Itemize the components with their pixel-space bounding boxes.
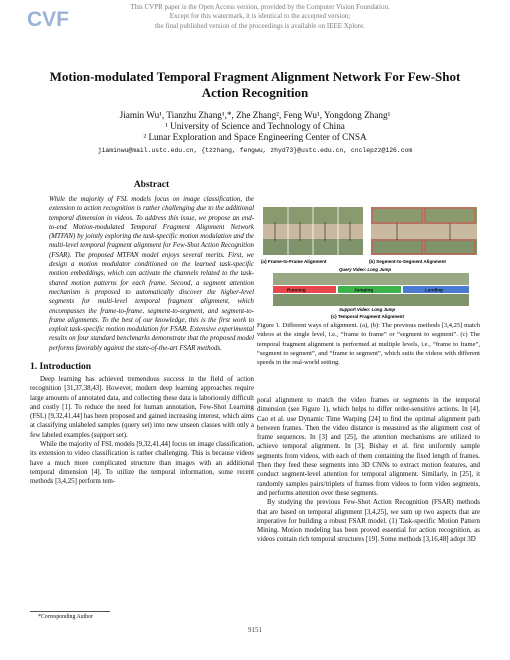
affiliation-1: ¹ University of Science and Technology of China bbox=[165, 121, 345, 131]
panel-b-frames bbox=[371, 207, 477, 255]
banner-line: the final published version of the proceedings is available on IEEE Xplore. bbox=[155, 21, 365, 30]
cvf-logo bbox=[26, 6, 78, 30]
segment-running-label: Running bbox=[287, 287, 306, 293]
banner-line: This CVPR paper is the Open Access version, provided by the Computer Vision Foundation. bbox=[130, 3, 390, 11]
abstract-text: While the majority of FSL models focus on image classification, the extension to action recognition is rather challenging due to the additional temporal dimension in videos. To address this issue, we propose an end-to-end Motion-modulated Temporal Fragment Alignment Network (MTFAN) by jointly exploring the task-specific motion modulation and the multi-level temporal fragment alignment for Few-Shot Action Recognition (FSAR). The proposed MTFAN model enjoys several merits. First, we design a motion modulator conditioned on the learned task-specific motion embeddings, which can activate the channels related to the task-shared motion patterns for each frame. Second, a segment attention mechanism is proposed to automatically discover the higher-level segments for multi-level temporal fragment alignment, which encompasses the frame-to-frame, segment-to-segment, and segment-to-frame alignments. To the best of our knowledge, this is the first work to exploit task-specific motion modulation for FSAR. Extensive experimental results on four standard benchmarks demonstrate that the proposed model performs favorably against the state-of-the-art FSAR methods. bbox=[49, 196, 254, 352]
body-paragraph: poral alignment to match the video frames or segments in the temporal dimension (see Figure 1), which helps to differ order-sensitive actions. In [4], Cao et al. use Dynamic Time Warping [24] to find the optimal alignment path between frames. Then the video distance is measured as the alignment cost of frame sequences. In [3] and [25], the attention mechanisms are utilized to achieve temporal alignment. In [3], Bishay et al. first uniformly sample segments from videos, with each of them containing the fixed length of frames. Then they feed these segments into 3D CNNs to extract motion features, and conduct segment-level attention for temporal alignment. Similarly, in [25], it randomly samples pairs/triplets of frames from videos to form video segments, and performs attention over these segments. bbox=[257, 397, 480, 497]
intro-paragraph: While the majority of FSL models [9,32,41,44] focus on image classification, its extension to video classification is rather challenging. This is because videos have a much more complicated structure than images with an additional temporal dimension [4]. To utilize the temporal information, some recent methods [3,4,25] perform tem- bbox=[30, 441, 254, 486]
intro-paragraph: Deep learning has achieved tremendous success in the field of action recognition [31,37,38,43]. However, modern deep learning approaches require large amounts of annotated data, and collecting these data is laboriously difficult and costly [1]. To reduce the need for human annotation, Few-Shot Learning (FSL) [9,32,41,44] has been proposed and gained increasing interest, which aims at classifying unlabeled samples (query set) into new unseen classes with only a few labeled examples (support set). bbox=[30, 376, 254, 439]
page-number: 9151 bbox=[248, 626, 262, 634]
author-list: Jiamin Wu¹, Tianzhu Zhang¹,*, Zhe Zhang², Feng Wu¹, Yongdong Zhang¹ bbox=[119, 110, 391, 120]
body-paragraph: By studying the previous Few-Shot Action Recognition (FSAR) methods that are based on temporal alignment [3,4,25], we sum up two aspects that are imperative for building a robust FSAR model. (1) Task-specific Motion Pattern Mining. Motion modeling has been proved essential for action recognition, as videos contain rich temporal structures [19]. Some methods [3,16,48] adopt 3D bbox=[257, 499, 480, 544]
abstract-heading: Abstract bbox=[133, 180, 170, 190]
title-line: Motion-modulated Temporal Fragment Alignment Network For Few-Shot bbox=[49, 69, 461, 84]
panel-a-label: (a) Frame-to-Frame Alignment bbox=[261, 259, 327, 264]
title-line: Action Recognition bbox=[201, 85, 309, 100]
footnote-rule bbox=[30, 611, 110, 612]
figure-1 bbox=[259, 205, 479, 320]
segment-landing-label: Landing bbox=[425, 287, 443, 293]
open-access-banner bbox=[110, 3, 410, 31]
banner-line: Except for this watermark, it is identical to the accepted version; bbox=[169, 12, 351, 21]
figure-1-caption: Figure 1. Different ways of alignment. (a), (b): The previous methods [3,4,25] match videos at the single level, i.e., “frame to frame” or “segment to segment”. (c) The temporal fragment alignment is performed at multiple levels, i.e., “frame to frame”, “segment to segment”, and “frame to segment”, which suits the videos with different speeds in the real-world setting. bbox=[257, 322, 480, 367]
author-emails: jiaminwu@mail.ustc.edu.cn, {tzzhang, fengwu, zhyd73}@ustc.edu.cn, cnclepzz@126.com bbox=[97, 147, 413, 154]
panel-a-frames bbox=[263, 207, 363, 255]
segment-jumping-label: Jumping bbox=[354, 287, 374, 293]
svg-text:CVF: CVF bbox=[27, 8, 69, 30]
intro-text bbox=[30, 375, 254, 487]
paper-title bbox=[30, 69, 480, 101]
query-video-label: Query Video: Long Jump bbox=[339, 267, 392, 272]
panel-b-label: (b) Segment-to-Segment Alignment bbox=[369, 259, 446, 264]
affiliation-2: ² Lunar Exploration and Space Engineering Center of CNSA bbox=[143, 132, 367, 142]
query-frames bbox=[273, 273, 469, 285]
support-video-label: Support Video: Long Jump bbox=[339, 307, 396, 312]
right-column-text bbox=[257, 396, 480, 545]
support-frames bbox=[273, 294, 469, 306]
panel-c-label: (c) Temporal Fragment Alignment bbox=[331, 314, 404, 319]
footnote: *Corresponding Author bbox=[38, 614, 93, 620]
intro-heading: 1. Introduction bbox=[30, 362, 92, 372]
